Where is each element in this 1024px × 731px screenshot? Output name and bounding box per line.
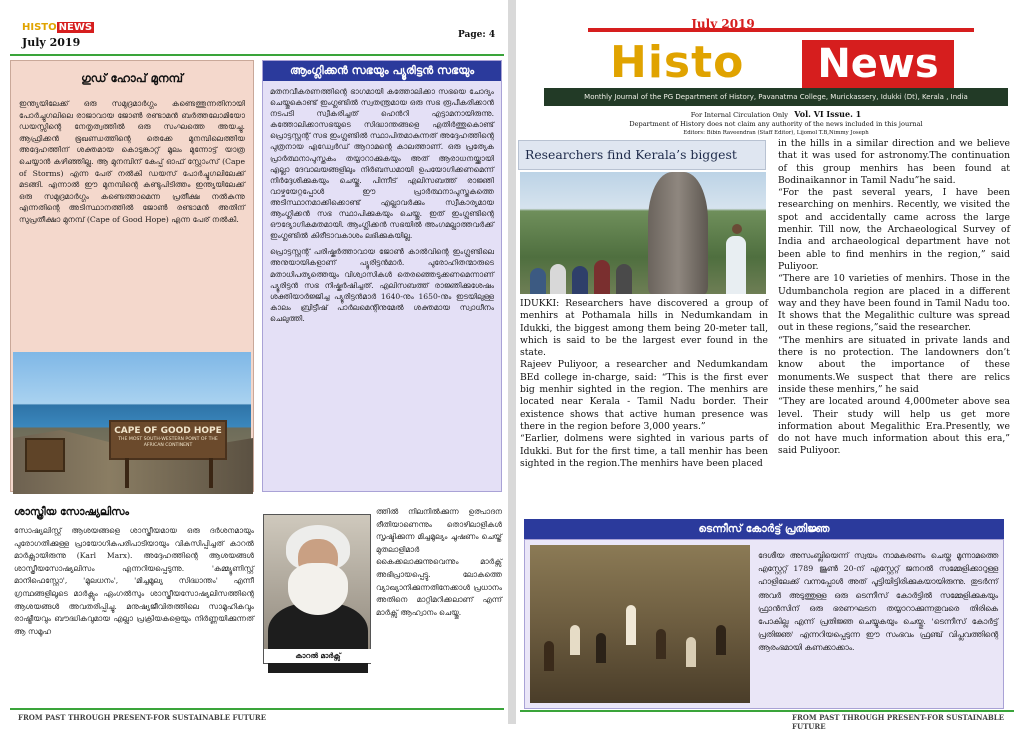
sign-post: [125, 458, 129, 488]
logo-news: NEWS: [58, 22, 93, 33]
masthead-info: [544, 110, 1008, 138]
bottom-rule: [10, 708, 504, 710]
good-hope-title: ഗുഡ് ഹോപ് മുനമ്പ്: [81, 71, 183, 85]
sign-post: [209, 458, 213, 488]
tennis-court-title: ടെന്നീസ് കോർട്ട് പ്രതിജ്ഞ: [524, 519, 1004, 539]
person-head: [732, 224, 742, 234]
circulation-note: For Internal Circulation Only: [690, 111, 788, 119]
cape-of-good-hope-photo: [13, 352, 251, 488]
page-gutter: [508, 0, 516, 724]
figure: [716, 625, 726, 655]
marx-beard: [288, 563, 348, 615]
person: [550, 264, 566, 294]
socialism-article: [14, 506, 254, 706]
menhir-text-2: in the hills in a similar direction and we believe that it was used for astronomy.The continuation of this group menhirs has been found at Bodinaikannor in Tamil Nadu”he said. “For the past several years, I have been researching on menhirs. Recently, we visited the spot and accidentally came across the large menhir. Till now, the Archaeological Survey of India and archaeological department have not been able to find menhirs in the region,” said Puliyoor. “There are 10 varieties of menhirs. Those in the Udumbanchola region are placed in a different way and they have been found in Tamil Nadu too. It shows that the Megalithic culture was spread out in these regions,”said the researcher. “The menhirs are situated in private lands and there is no protection. The landowners don’t know about the importance of these monuments.We suspect that there are relics inside these menhirs,” he said “They are located around 4,000meter above sea level. Their study will help us get more information about Megalithic Era.Presently, we do not have much information about this era,” said Puliyoor.: [778, 138, 1010, 457]
socialism-continuation: [376, 506, 502, 706]
disclaimer: Department of History does not claim any authority of the news included in this journal: [629, 119, 923, 128]
logo-histo: HISTO: [22, 22, 57, 33]
left-page: [0, 0, 508, 724]
volume-issue: Vol. VI Issue. 1: [794, 109, 862, 119]
socialism-body: സോഷ്യലിസ്റ്റ് ആശയങ്ങളെ ശാസ്ത്രീയമായ ഒരു ദർശനമായും പുരോഗതിക്കുള്ള പ്രായോഗികപരിപാടിയായും വികസിപ്പിച്ചത് കാറൽ മാർക്സായിരുന്നു (Karl Marx). അദ്ദേഹത്തിന്റെ ആശയങ്ങൾ ശാസ്ത്രീയസോഷ്യലിസം എന്നറിയപ്പെടുന്നു. 'കമ്മ്യൂണിസ്റ്റ് മാനിഫെസ്റ്റോ', 'മൂലധനം', 'മിച്ചമൂല്യ സിദ്ധാന്തം' എന്നീ ഗ്രന്ഥങ്ങളിലൂടെ മാർക്സും ഏംഗൽസും ശാസ്ത്രീയസോഷ്യലിസത്തിന്റെ ആശയങ്ങൾ അവതരിപ്പിച്ചു. മനുഷ്യജീവിതത്തിലെ സാമൂഹികവും രാഷ്ട്രീയവും ബൗദ്ധികവുമായ എല്ലാ പ്രക്രിയകളെയും നിർണ്ണയിക്കുന്നത് ആ സമൂഹ: [14, 526, 254, 636]
tennis-court-oath-painting: [530, 545, 750, 703]
anglican-article: [262, 60, 502, 492]
cape-sign: [109, 420, 227, 460]
editors: Editors: Bibin Raveendran (Staff Editor), Lijomol T.B,Nimmy Joseph: [683, 130, 869, 137]
person: [530, 268, 546, 294]
good-hope-body: ഇന്ത്യയിലേക്ക് ഒരു സമുദ്രമാർഗ്ഗം കണ്ടെത്തുന്നതിനായി പോർച്ചുഗലിലെ രാജാവായ ജോൺ രണ്ടാമൻ ബർത്തലോമിയോ ഡയസ്സിന്റെ നേതൃത്വത്തിൽ ഒരു സംഘത്തെ അയച്ചു. ആഫ്രിക്കൻ ഭൂഖണ്ഡത്തിന്റെ തെക്കേ മുനമ്പിലെത്തിയ അദ്ദേഹത്തിന് ശക്തമായ കൊടുങ്കാറ്റ് മൂലം മുന്നോട്ട് യാത്ര ചെയ്യാൻ കഴിഞ്ഞില്ല. ആ മുനമ്പിന് കേപ്പ് ഓഫ് സ്റ്റോംസ് (Cape of Storms) എന്ന പേര് നൽകി ഡയസ് പോർച്ചുഗലിലേക്ക് മടങ്ങി. എന്നാൽ ഈ മുനമ്പിന്റെ കണ്ടുപിടിത്തം ഇന്ത്യയിലേക്ക് ഒരു സമുദ്രമാർഗ്ഗം കണ്ടെത്താമെന്ന പ്രതീക്ഷ നൽകുന്നു എന്നതിന്റെ അടിസ്ഥാനത്തിൽ ജോൺ രണ്ടാമൻ അതിന് സുപ്രതീക്ഷാ മുനമ്പ് (Cape of Good Hope) എന്ന പേര് നൽകി.: [19, 99, 245, 224]
left-footer: FROM PAST THROUGH PRESENT-FOR SUSTAINABLE FUTURE: [18, 713, 267, 722]
person: [572, 266, 588, 294]
right-bottom-rule: [520, 710, 1014, 712]
figure: [686, 637, 696, 667]
figure: [544, 641, 554, 671]
person: [594, 260, 610, 294]
person-researcher: [726, 236, 746, 294]
anglican-body-2: പ്രൊട്ടസ്റ്റന്റ് പരിഷ്കർത്താവായ ജോൺ കാൽവിന്റെ ഇംഗ്ലണ്ടിലെ അനുയായികളാണ് പ്യൂരിട്ടൻമാർ. പുരോഹിതന്മാരുടെ മതാധിപത്യത്തെയും വിശ്വാസികൾ തെരഞ്ഞെടുക്കണമെന്നാണ് പ്യൂരിട്ടൻ സഭ നിഷ്കർഷിച്ചത്. എലിസബത്ത് രാജ്ഞിക്കുശേഷം ശക്തിയാർജ്ജിച്ച പ്യൂരിട്ടൻമാർ 1640-നും 1650-നും ഇടയിലുള്ള കാലം ബ്രിട്ടീഷ് പാർലമെന്റിനുമേൽ ശക്തമായ സ്വാധീനം ചെലുത്തി.: [270, 247, 494, 323]
figure: [656, 629, 666, 659]
menhir-column-2: [778, 138, 1010, 516]
figure: [596, 633, 606, 663]
sign-subtitle: THE MOST SOUTH-WESTERN POINT OF THE AFRICAN CONTINENT: [118, 437, 218, 448]
issue-date: July 2019: [22, 36, 81, 49]
socialism-title: ശാസ്ത്രീയ സോഷ്യലിസം: [14, 506, 130, 518]
menhir-stone: [648, 172, 708, 294]
small-sign: [25, 438, 65, 472]
menhir-headline: Researchers find Kerala’s biggest: [518, 140, 766, 170]
anglican-body-1: മതനവീകരണത്തിന്റെ ഭാഗമായി കത്തോലിക്കാ സഭയെ ചോദ്യം ചെയ്തുകൊണ്ട് ഇംഗ്ലണ്ടിൽ സ്വതന്ത്രമായ ഒരു സഭ രൂപീകരിക്കാൻ നടപടി സ്വീകരിച്ചത് ഹെൻറി എട്ടാമനായിരുന്നു. കത്തോലിക്കാസഭയുടെ സിദ്ധാന്തങ്ങളെ എതിർത്തുകൊണ്ട് പ്രൊട്ടസ്റ്റന്റ് സഭ ഇംഗ്ലണ്ടിൽ സ്ഥാപിതമാകുന്നത് അദ്ദേഹത്തിന്റെ പുത്രനായ എഡ്വേർഡ് ആറാമന്റെ കാലത്താണ്. ഒരു പ്രത്യേക പ്രാർത്ഥനാപുസ്തകം തയ്യാറാക്കുകയും അത് ആരാധനയ്ക്കായി എല്ലാ ദേവാലയങ്ങളിലും നിർബന്ധമായി ഉപയോഗിക്കണമെന്ന് നിർദ്ദേശിക്കുകയും ചെയ്തു. പിന്നീട് എലിസബത്ത് രാജ്ഞി വാഴ്ചയേറ്റപ്പോൾ ഈ പ്രാർത്ഥനാപുസ്തകത്തെ അടിസ്ഥാനമാക്കിക്കൊണ്ട് എല്ലാവർക്കും സ്വീകാര്യമായ ആംഗ്ലിക്കൻ സഭ സ്ഥാപിക്കുകയും ചെയ്തു. ഇത് ഇംഗ്ലണ്ടിന്റെ ഔദ്യോഗികമതമായി. ആംഗ്ലിക്കൻ സഭയിൽ അംഗമല്ലാത്തവർക്ക് ഇംഗ്ലണ്ടിൽ കിരീടാവകാശം ലഭിക്കുകയില്ല.: [270, 87, 494, 241]
tennis-court-body: ദേശീയ അസംബ്ലിയെന്ന് സ്വയം നാമകരണം ചെയ്ത മൂന്നാമത്തെ എസ്റ്റേറ്റ് 1789 ജൂൺ 20-ന് എസ്റ്റേറ്റ് ജനറൽ സമ്മേളിക്കാറുള്ള ഹാളിലേക്ക് വന്നപ്പോൾ അത് പൂട്ടിയിട്ടിരിക്കുകയായിരുന്നു. തുടർന്ന് അവർ അടുത്തുള്ള ഒരു ടെന്നീസ് കോർട്ടിൽ സമ്മേളിക്കുകയും ഫ്രാൻസിന് ഒരു ഭരണഘടന തയ്യാറാക്കുന്നതുവരെ തിരികെ പോകില്ല എന്ന് പ്രതിജ്ഞ ചെയ്യുകയും ചെയ്തു. 'ടെന്നീസ് കോർട്ട് പ്രതിജ്ഞ' എന്നറിയപ്പെടുന്ന ഈ സംഭവം ഫ്രഞ്ച് വിപ്ലവത്തിന്റെ ആരംഭമായി കണക്കാക്കാം.: [758, 551, 998, 653]
anglican-title: ആംഗ്ലിക്കൻ സഭയും പ്യൂരിട്ടൻ സഭയും: [263, 61, 501, 81]
figure: [570, 625, 580, 655]
karl-marx-portrait: [263, 514, 371, 664]
page-number: Page: 4: [458, 30, 496, 40]
menhir-photo: [520, 172, 766, 294]
menhir-column-1: [520, 298, 768, 508]
masthead-histo: Histo: [610, 37, 745, 88]
masthead-date: July 2019: [691, 17, 755, 31]
sign-title: CAPE OF GOOD HOPE: [114, 426, 222, 436]
tennis-court-text: [758, 549, 998, 705]
menhir-text-1: IDUKKI: Researchers have discovered a group of menhirs at Pothamala hills in Nedumkandam in Idukki, the biggest among them being 20-meter tall, which is said to be the largest ever found in the state. Rajeev Puliyoor, a researcher and Nedumkandam BEd college in-charge, said: “This is the first ever big menhir sighted in the region. The menhirs are located near Kerala - Tamil Nadu border. Their existence shows that active human presence was there in the region before 3,000 years.” “Earlier, dolmens were sighted in various parts of Idukki. But for the first time, a tall menhir has been sighted in the region.The menhirs have been placed: [520, 298, 768, 469]
socialism-body-continued: ത്തിൽ നിലനിൽക്കുന്ന ഉത്പാദന രീതിയാണെന്നും തൊഴിലാളികൾ സൃഷ്ടിക്കുന്ന മിച്ചമൂല്യം ചൂഷണം ചെയ്ത് മുതലാളിമാർ കൈക്കലാക്കുന്നുവെന്നും മാർക്സ് അഭിപ്രായപ്പെട്ടു. ലോകത്തെ വ്യാഖ്യാനിക്കുന്നതിനേക്കാൾ പ്രധാനം അതിനെ മാറ്റിമറിക്കലാണ് എന്ന് മാർക്സ് ആഹ്വാനം ചെയ്തു.: [376, 507, 502, 617]
right-footer: FROM PAST THROUGH PRESENT-FOR SUSTAINABLE FUTURE: [792, 713, 1005, 731]
figure: [626, 605, 636, 645]
masthead-news: News: [802, 40, 954, 88]
marx-caption: കാറൽ മാർക്സ്: [264, 649, 372, 663]
masthead-logo: [588, 28, 974, 90]
small-logo: [22, 22, 94, 33]
top-rule: [10, 54, 504, 56]
person: [616, 264, 632, 294]
masthead-subtitle: Monthly Journal of the PG Department of History, Pavanatma College, Murickassery, Idukki (Dt), Kerala , India: [544, 88, 1008, 106]
